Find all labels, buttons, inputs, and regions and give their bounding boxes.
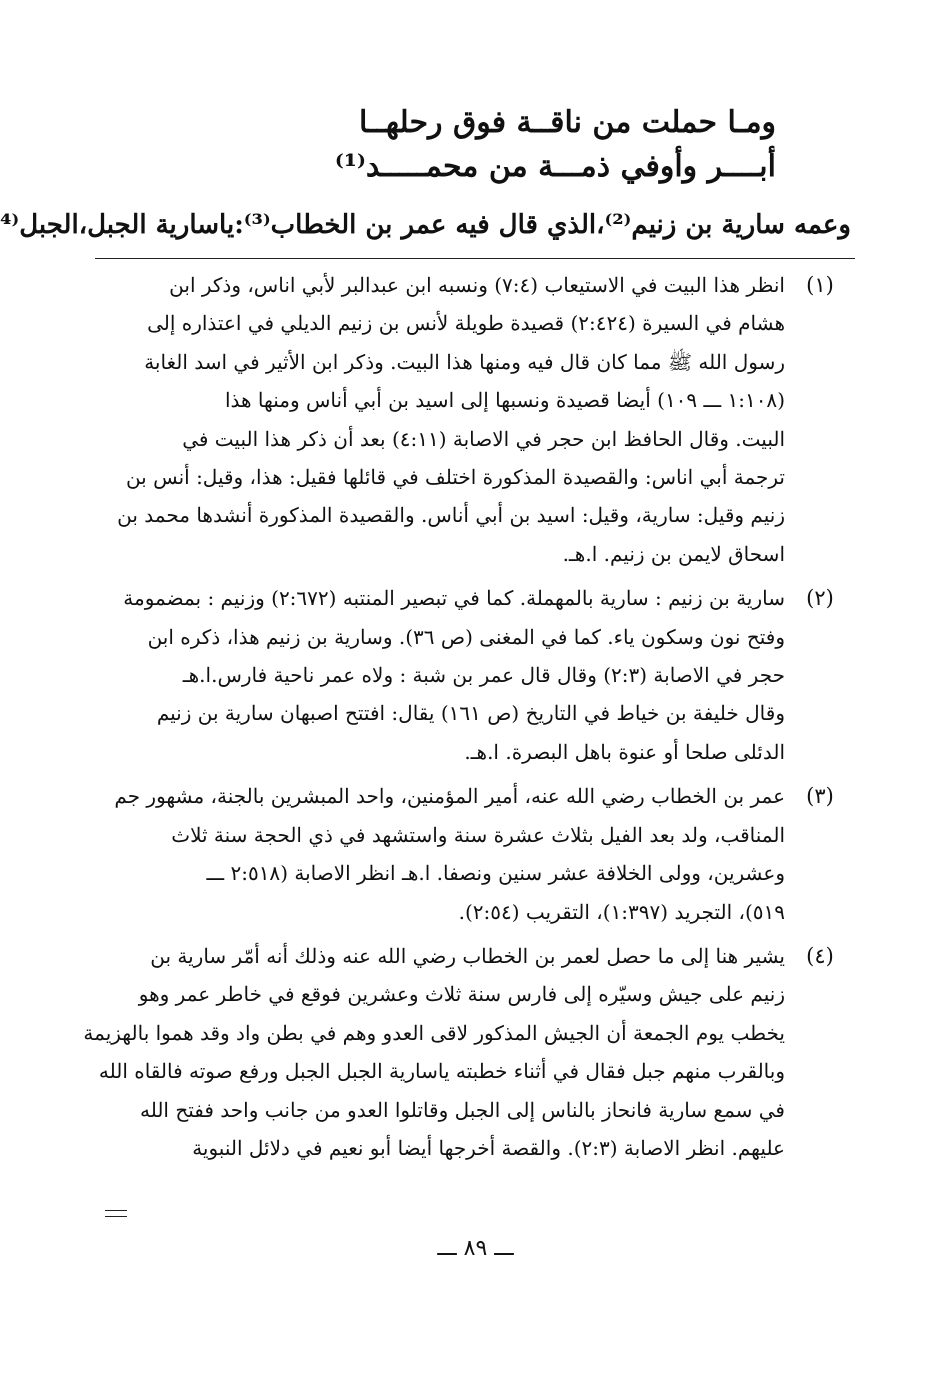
footnotes-section [83, 266, 855, 1167]
footnote-number: (٤) [806, 943, 834, 968]
footnote-continuation-mark [105, 1210, 127, 1217]
footnote-body [95, 579, 785, 771]
footnote-line: هشام في السيرة (٢:٤٢٤) قصيدة طويلة لأنس بن زنيم الديلي في اعتذاره إلى [147, 311, 785, 336]
footnote-separator [95, 258, 855, 259]
footnote-line: وفتح نون وسكون ياء. كما في المغنى (ص ٣٦). وسارية بن زنيم هذا، ذكره ابن [147, 624, 785, 649]
footnote-3 [95, 777, 855, 931]
footnote-body [95, 777, 785, 931]
footnote-line: وبالقرب منهم جبل فقال في أثناء خطبته ياسارية الجبل الجبل ورفع صوته فالقاه الله [98, 1059, 785, 1084]
footnote-line: وعشرين، وولى الخلافة عشر سنين ونصفا. ا.هـ انظر الاصابة (٢:٥١٨ ـــ [206, 861, 785, 886]
footnote-line: ترجمة أبي اناس: والقصيدة المذكورة اختلف في قائلها فقيل: هذا، وقيل: أنس بن [125, 465, 785, 490]
footnote-2 [95, 579, 855, 771]
footnote-line: انظر هذا البيت في الاستيعاب (٧:٤) ونسبه ابن عبدالبر لأبي اناس، وذكر ابن [169, 273, 785, 297]
footnote-line: الدئلى صلحا أو عنوة باهل البصرة. ا.هـ. [464, 739, 785, 764]
footnote-line: في سمع سارية فانحاز بالناس إلى الجبل وقاتلوا العدو من جانب واحد ففتح الله [139, 1097, 785, 1122]
poem-verse-1: ومـا حملت من ناقــة فوق رحلهــا [358, 105, 776, 140]
footnote-line: يشير هنا إلى ما حصل لعمر بن الخطاب رضي الله عنه وذلك أنه أمّر سارية بن [150, 943, 785, 968]
footnote-line: زنيم على جيش وسيّره إلى فارس سنة ثلاث وعشرين فوقع في خاطر عمر وهو [138, 982, 785, 1007]
footnote-4 [83, 937, 855, 1167]
footnote-line: يخطب يوم الجمعة أن الجيش المذكور لاقى العدو وهم في بطن واد وقد هموا بالهزيمة [83, 1020, 785, 1045]
poem-verse-2: أبــــر وأوفي ذمـــة من محمـــــد⁽¹⁾ [334, 149, 776, 184]
footnote-line: حجر في الاصابة (٢:٣) وقال قال عمر بن شبة : ولاه عمر ناحية فارس.ا.هـ [182, 663, 785, 688]
footnote-number: (٣) [806, 784, 834, 809]
footnote-line: زنيم وقيل: سارية، وقيل: اسيد بن أبي أناس. والقصيدة المذكورة أنشدها محمد بن [117, 503, 785, 528]
footnote-body [95, 266, 785, 573]
footnote-number: (٢) [806, 586, 834, 611]
footnote-line: سارية بن زنيم : سارية بالمهملة. كما في تبصير المنتبه (٢:٦٧٢) وزنيم : بمضمومة [123, 586, 785, 611]
footnote-1 [95, 266, 855, 573]
footnote-line: عليهم. انظر الاصابة (٢:٣). والقصة أخرجها أيضا أبو نعيم في دلائل النبوية [192, 1135, 785, 1160]
footnote-line: اسحاق لايمن بن زنيم. ا.هـ. [562, 541, 785, 566]
footnote-number: (١) [806, 273, 834, 297]
main-text-line: وعمه سارية بن زنيم⁽²⁾،الذي قال فيه عمر بن الخطاب⁽³⁾:ياسارية الجبل،الجبل⁽⁴ [0, 210, 851, 240]
footnote-line: عمر بن الخطاب رضي الله عنه، أمير المؤمنين، واحد المبشرين بالجنة، مشهور جم [114, 784, 785, 809]
footnote-line: ٥١٩)، التجريد (١:٣٩٧)، التقريب (٢:٥٤). [458, 899, 785, 924]
footnote-line: المناقب، ولد بعد الفيل بثلاث عشرة سنة واستشهد في ذي الحجة سنة ثلاث [171, 822, 785, 847]
footnote-line: رسول الله ﷺ مما كان قال فيه ومنها هذا البيت. وذكر ابن الأثير في اسد الغابة [144, 349, 785, 374]
footnote-line: وقال خليفة بن خياط في التاريخ (ص ١٦١) يقال: افتتح اصبهان سارية بن زنيم [156, 701, 785, 726]
footnote-body [83, 937, 785, 1167]
page-number: ـــ ٨٩ ـــ [437, 1236, 514, 1261]
footnote-line: (١:١٠٨ ـــ ١٠٩) أيضا قصيدة ونسبها إلى اسيد بن أبي أناس ومنها هذا [224, 388, 785, 413]
footnote-line: البيت. وقال الحافظ ابن حجر في الاصابة (٤:١١) بعد أن ذكر هذا البيت في [182, 426, 785, 451]
